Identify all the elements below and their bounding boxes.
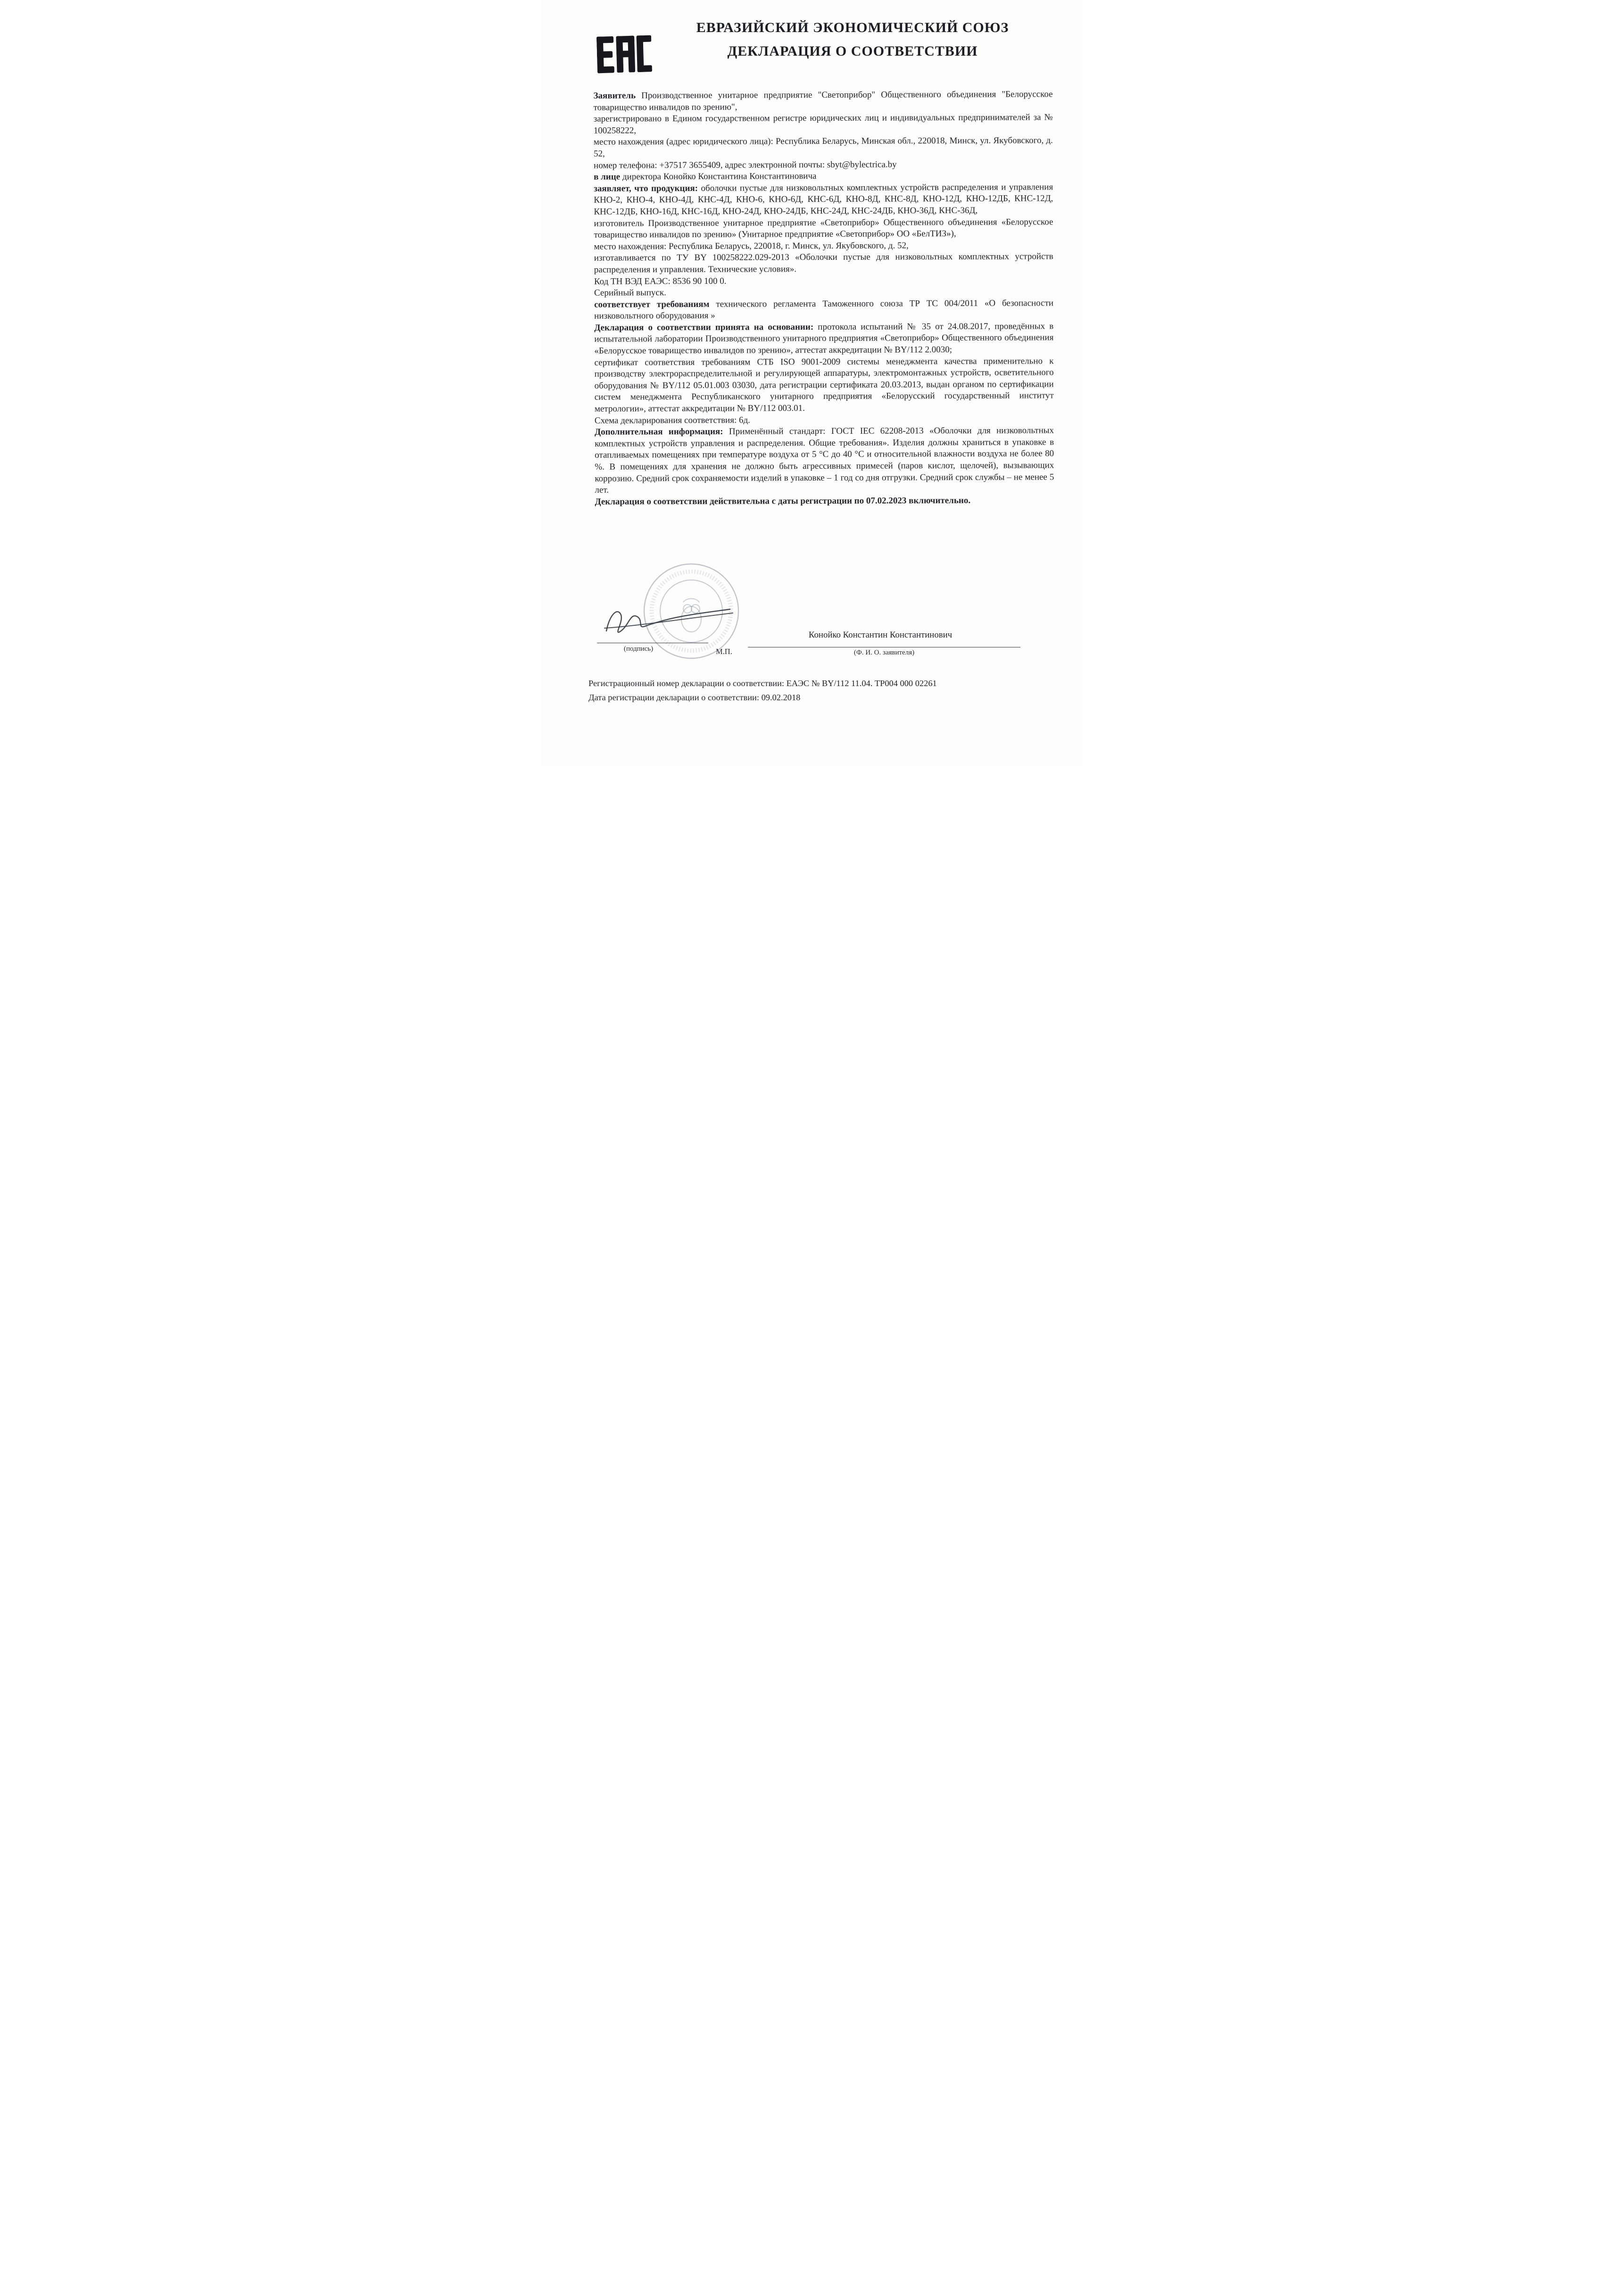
declaration-basis-paragraph: [594, 321, 1053, 357]
document-page: [541, 0, 1083, 765]
paragraph-lead: Декларация о соответствии действительна с даты регистрации по 07.02.2023 включительно.: [595, 495, 971, 507]
registration-footer: [588, 676, 1060, 705]
paragraph-lead: в лице: [594, 172, 622, 182]
paragraph-text: Применённый стандарт: ГОСТ IEC 62208-2013 «Оболочки для низковольтных комплектных устройств управления и распределения. Общие требования». Изделия должны храниться в упаковке в отапливаемых помещениях при температуре воздуха от 5 °С до 40 °С и относительной влажности воздуха не более 80 %. В помещениях для хранения не должно быть агрессивных примесей (паров кислот, щелочей), вызывающих коррозию. Средний срок сохраняемости изделий в упаковке – 1 год со дня отгрузки. Средний срок службы – не менее 5 лет.: [595, 425, 1054, 495]
certificate-paragraph: [594, 356, 1053, 415]
registration-date-line: Дата регистрации декларации о соответствии: 09.02.2018: [588, 693, 801, 702]
signature-caption: (подпись): [623, 645, 654, 653]
paragraph-text: протокола испытаний № 35 от 24.08.2017, проведённых в испытательной лаборатории Производственного унитарного предприятия «Светоприбор» Общественного объединения «Белорусское товарищество инвалидов по зрению», аттестат аккредитации № BY/112 2.0030;: [594, 321, 1054, 356]
manufacturer-paragraph: [594, 216, 1053, 241]
paragraph-text: директора Конойко Константина Константиновича: [622, 171, 817, 182]
director-paragraph: [594, 170, 1053, 183]
paragraph-text: изготовитель Производственное унитарное предприятие «Светоприбор» Общественного объединения «Белорусское товарищество инвалидов по зрению» (Унитарное предприятие «Светоприбор» ОО «БелТИЗ»),: [594, 216, 1053, 240]
paragraph-text: Производственное унитарное предприятие "Светоприбор" Общественного объединения "Белорусское товарищество инвалидов по зрению",: [593, 89, 1053, 113]
paragraph-text: Код ТН ВЭД ЕАЭС: 8536 90 100 0.: [594, 276, 727, 287]
validity-paragraph: [595, 495, 1054, 508]
paragraph-text: сертификат соответствия требованиям СТБ ISO 9001-2009 системы менеджмента качества применительно к производству электрораспределительной и регулирующей аппаратуры, электромонтажных устройств, осветительного оборудования № BY/112 05.01.003 03030, дата регистрации сертификата 20.03.2013, выдан органом по сертификации систем менеджмента Республиканского унитарного предприятия «Белорусский государственный институт метрологии», аттестат аккредитации № BY/112 003.01.: [594, 356, 1054, 414]
registration-number-line: Регистрационный номер декларации о соответствии: ЕАЭС № BY/112 11.04. ТР004 000 02261: [588, 679, 937, 688]
paragraph-text: Схема декларирования соответствия: 6д.: [594, 415, 750, 426]
manufacturer-address-paragraph: [594, 240, 1053, 253]
declaration-title: ДЕКЛАРАЦИЯ О СООТВЕТСТВИИ: [727, 43, 978, 59]
serial-release-paragraph: [594, 286, 1053, 299]
document-header: [658, 20, 1047, 59]
paragraph-text: Серийный выпуск.: [594, 288, 666, 298]
registration-paragraph: [594, 112, 1053, 137]
product-paragraph: [594, 182, 1053, 218]
signature-section: [541, 556, 1083, 684]
additional-info-paragraph: [595, 425, 1054, 497]
paragraph-text: место нахождения (адрес юридического лица): Республика Беларусь, Минская обл., 220018, Минск, ул. Якубовского, д. 52,: [593, 135, 1053, 159]
paragraph-text: оболочки пустые для низковольтных комплектных устройств распределения и управления КНО-2, КНО-4, КНО-4Д, КНС-4Д, КНО-6, КНО-6Д, КНС-6Д, КНО-8Д, КНС-8Д, КНО-12Д, КНО-12ДБ, КНС-12Д, КНС-12ДБ, КНО-16Д, КНС-16Д, КНО-24Д, КНО-24ДБ, КНС-24Д, КНС-24ДБ, КНО-36Д, КНС-36Д,: [594, 182, 1053, 217]
declarant-name-caption: (Ф. И. О. заявителя): [853, 649, 915, 656]
paragraph-text: зарегистрировано в Едином государственном регистре юридических лиц и индивидуальных предпринимателей за № 100258222,: [593, 112, 1053, 136]
conformity-requirements-paragraph: [594, 298, 1053, 323]
paragraph-lead: Заявитель: [593, 91, 642, 101]
eac-logo-icon: [597, 34, 652, 74]
applicant-paragraph: [593, 89, 1052, 114]
declarant-name: Конойко Константин Константинович: [808, 630, 953, 640]
handwritten-signature-icon: [603, 600, 736, 643]
paragraph-text: место нахождения: Республика Беларусь, 220018, г. Минск, ул. Якубовского, д. 52,: [594, 240, 909, 252]
contacts-paragraph: [594, 158, 1053, 172]
paragraph-lead: Дополнительная информация:: [594, 426, 729, 437]
paragraph-lead: заявляет, что продукция:: [594, 183, 701, 194]
paragraph-text: изготавливается по ТУ BY 100258222.029-2013 «Оболочки пустые для низковольтных комплектных устройств распределения и управления. Технические условия».: [594, 251, 1053, 275]
document-body: [593, 89, 1054, 508]
union-title: ЕВРАЗИЙСКИЙ ЭКОНОМИЧЕСКИЙ СОЮЗ: [696, 20, 1009, 35]
applicant-address-paragraph: [594, 135, 1053, 160]
paragraph-text: технического регламента Таможенного союза ТР ТС 004/2011 «О безопасности низковольтного оборудования »: [594, 298, 1054, 321]
tu-standard-paragraph: [594, 251, 1053, 276]
stamp-place-caption: М.П.: [716, 647, 732, 656]
declaration-scheme-paragraph: [595, 414, 1054, 427]
paragraph-text: номер телефона: +37517 3655409, адрес электронной почты: sbyt@bylectrica.by: [593, 159, 897, 171]
tnved-code-paragraph: [594, 274, 1053, 288]
paragraph-lead: Декларация о соответствии принята на основании:: [594, 322, 818, 333]
paragraph-lead: соответствует требованиям: [594, 299, 716, 310]
